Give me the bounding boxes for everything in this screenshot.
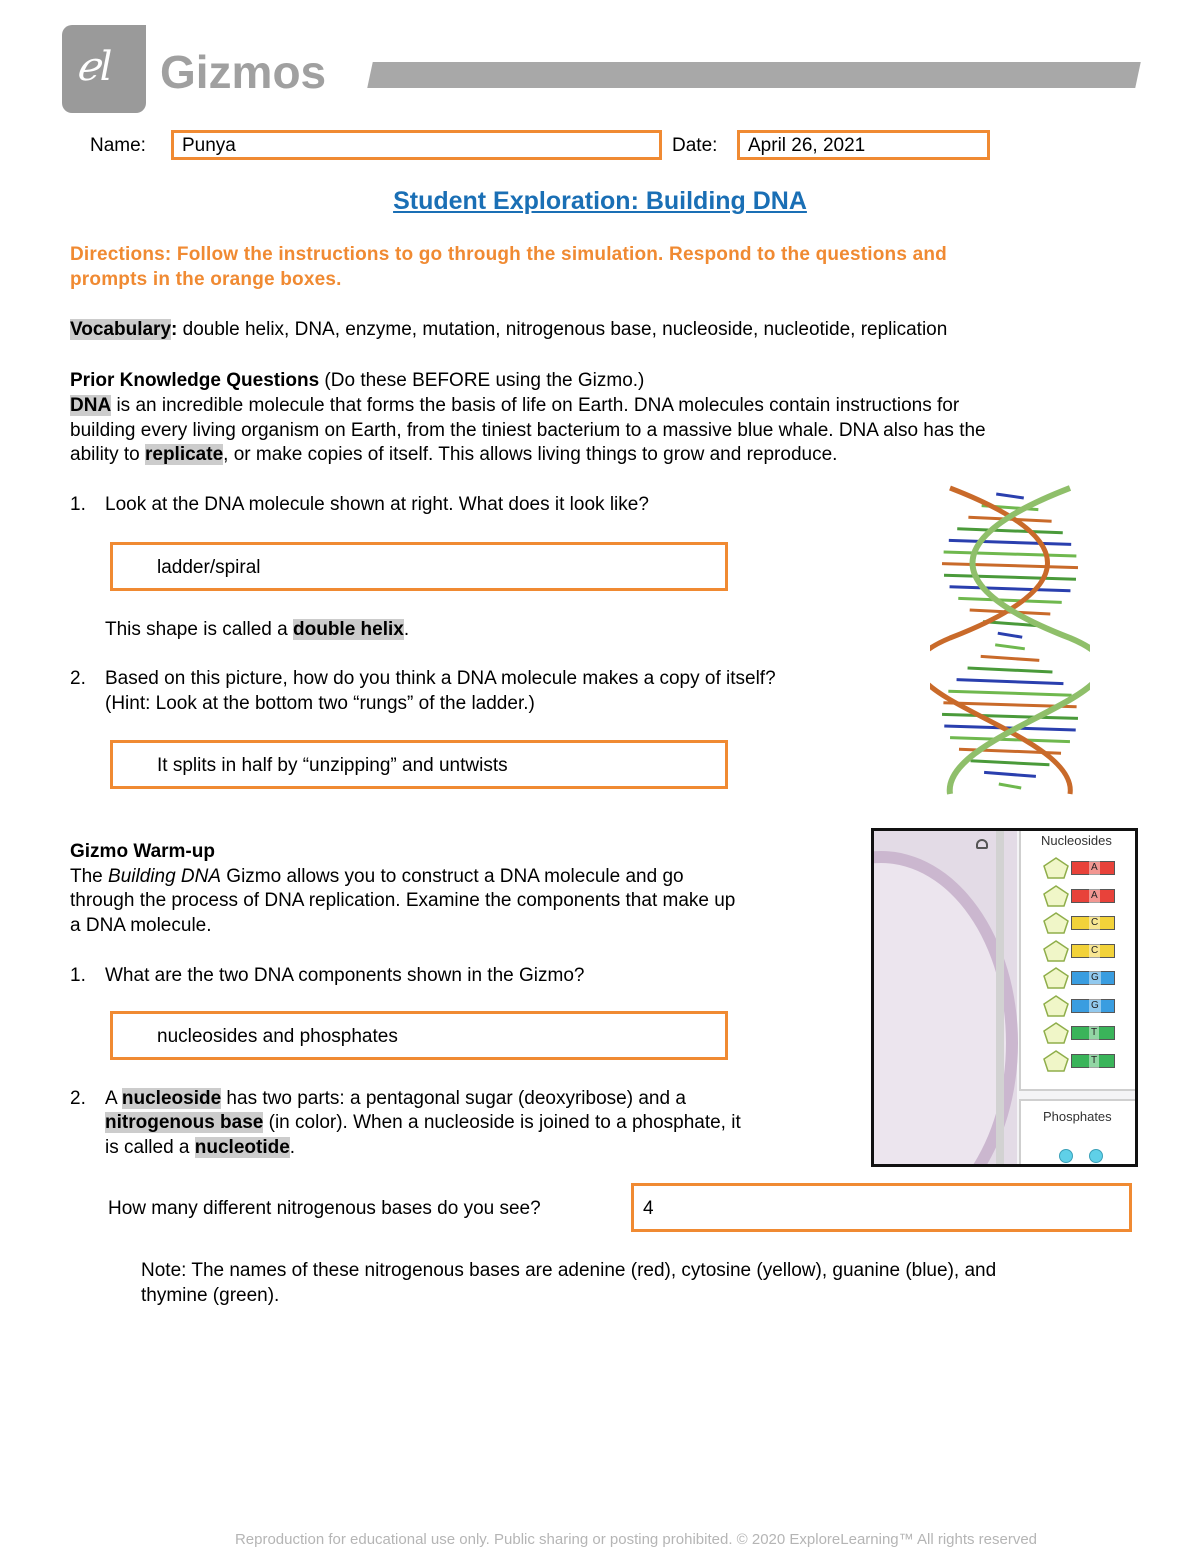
date-value: April 26, 2021 bbox=[748, 135, 866, 156]
double-helix-line bbox=[105, 617, 409, 642]
directions-line-1: Directions: Follow the instructions to go through the simulation. Respond to the questions and bbox=[70, 244, 947, 265]
warmup-q1-text: What are the two DNA components shown in the Gizmo? bbox=[105, 965, 585, 986]
base-letter: A bbox=[1089, 860, 1100, 876]
warmup-q1-number: 1. bbox=[70, 965, 86, 986]
nucleosides-label: Nucleosides bbox=[1041, 833, 1112, 848]
warmup-heading: Gizmo Warm-up bbox=[70, 841, 215, 862]
gizmo-screenshot bbox=[871, 828, 1138, 1167]
double-helix-post: . bbox=[403, 619, 410, 640]
helix-rung bbox=[948, 691, 1071, 695]
helix-rung bbox=[949, 540, 1071, 544]
helix-rung bbox=[999, 784, 1021, 788]
warmup-q2-l1-rest: has two parts: a pentagonal sugar (deoxyribose) and a bbox=[221, 1088, 686, 1109]
prior-knowledge-heading bbox=[70, 368, 644, 393]
phosphate-item[interactable] bbox=[1089, 1149, 1103, 1163]
sugar-pentagon-icon bbox=[1043, 940, 1069, 962]
date-field[interactable] bbox=[737, 130, 990, 160]
prior-q1-text: Look at the DNA molecule shown at right. What does it look like? bbox=[105, 494, 649, 515]
helix-rung bbox=[957, 680, 1064, 684]
base-letter: T bbox=[1089, 1025, 1099, 1041]
term-replicate: replicate bbox=[144, 444, 224, 465]
name-value: Punya bbox=[182, 135, 236, 156]
nucleoside-item[interactable] bbox=[1043, 857, 1123, 879]
helix-rung bbox=[981, 656, 1040, 660]
base-letter: C bbox=[1089, 915, 1100, 931]
directions-line-2: prompts in the orange boxes. bbox=[70, 269, 342, 290]
prior-para-text-3b: , or make copies of itself. This allows living things to grow and reproduce. bbox=[223, 444, 838, 465]
term-nitrogenous-base: nitrogenous base bbox=[105, 1112, 264, 1133]
vocabulary-line bbox=[70, 317, 947, 342]
sugar-pentagon-icon bbox=[1043, 912, 1069, 934]
double-helix-pre: This shape is called a bbox=[105, 619, 293, 640]
bases-count-question: How many different nitrogenous bases do you see? bbox=[108, 1198, 541, 1219]
helix-rung bbox=[958, 598, 1061, 602]
sugar-pentagon-icon bbox=[1043, 1050, 1069, 1072]
cell-view bbox=[874, 831, 1017, 1164]
dna-double-helix-image bbox=[930, 478, 1090, 804]
prior-para-text-1: is an incredible molecule that forms the basis of life on Earth. DNA molecules contain instructions for bbox=[111, 395, 960, 416]
sugar-pentagon-icon bbox=[1043, 885, 1069, 907]
prior-q1-number: 1. bbox=[70, 494, 86, 515]
helix-rung bbox=[944, 575, 1076, 579]
prior-q2-line-2: (Hint: Look at the bottom two “rungs” of the ladder.) bbox=[105, 693, 535, 714]
nucleosides-panel bbox=[1019, 831, 1137, 1091]
vocabulary-terms: double helix, DNA, enzyme, mutation, nitrogenous base, nucleoside, nucleotide, replication bbox=[177, 319, 948, 340]
note-line-1: Note: The names of these nitrogenous bases are adenine (red), cytosine (yellow), guanine (blue), and bbox=[141, 1260, 997, 1281]
warmup-line-1-rest: Gizmo allows you to construct a DNA molecule and go bbox=[221, 866, 684, 887]
warmup-line-3: a DNA molecule. bbox=[70, 915, 212, 936]
base-letter: C bbox=[1089, 943, 1100, 959]
cell-divider bbox=[996, 831, 1004, 1164]
sugar-pentagon-icon bbox=[1043, 995, 1069, 1017]
prior-q2-number: 2. bbox=[70, 668, 86, 689]
warmup-q2-line-3 bbox=[105, 1135, 295, 1160]
prior-para-text-3a: ability to bbox=[70, 444, 145, 465]
prior-q2-line-1: Based on this picture, how do you think a DNA molecule makes a copy of itself? bbox=[105, 668, 776, 689]
warmup-q2-l3-pre: is called a bbox=[105, 1137, 195, 1158]
helix-strand-1 bbox=[930, 488, 1070, 794]
lock-icon bbox=[976, 839, 988, 849]
helix-rung bbox=[984, 772, 1036, 776]
helix-rung bbox=[950, 738, 1070, 742]
helix-rungs bbox=[942, 494, 1078, 788]
prior-answer-2: It splits in half by “unzipping” and untwists bbox=[157, 755, 508, 776]
helix-rung bbox=[944, 552, 1077, 556]
phosphates-label: Phosphates bbox=[1043, 1109, 1112, 1124]
helix-strand-2 bbox=[950, 488, 1090, 794]
bases-count-answer: 4 bbox=[643, 1198, 654, 1219]
nucleoside-item[interactable] bbox=[1043, 967, 1123, 989]
warmup-q2-line-1 bbox=[105, 1086, 686, 1111]
helix-rung bbox=[968, 668, 1053, 672]
helix-rung bbox=[957, 529, 1063, 533]
nucleoside-item[interactable] bbox=[1043, 995, 1123, 1017]
vocabulary-label: Vocabulary bbox=[70, 319, 172, 340]
nucleoside-item[interactable] bbox=[1043, 1050, 1123, 1072]
prior-para-line-3 bbox=[70, 442, 837, 467]
prior-answer-2-box[interactable] bbox=[110, 740, 728, 789]
date-label: Date: bbox=[672, 135, 718, 156]
base-letter: G bbox=[1089, 998, 1101, 1014]
header-bar bbox=[367, 62, 1141, 88]
prior-answer-1-box[interactable] bbox=[110, 542, 728, 591]
sugar-pentagon-icon bbox=[1043, 967, 1069, 989]
sugar-pentagon-icon bbox=[1043, 857, 1069, 879]
warmup-q2-l3-post: . bbox=[289, 1137, 296, 1158]
warmup-q2-l2-rest: (in color). When a nucleoside is joined to a phosphate, it bbox=[263, 1112, 741, 1133]
warmup-q2-line-2 bbox=[105, 1110, 741, 1135]
helix-rung bbox=[971, 761, 1050, 765]
gizmos-logo bbox=[62, 25, 146, 113]
prior-para-line-2: building every living organism on Earth, from the tiniest bacterium to a massive blue whale. DNA also has the bbox=[70, 420, 986, 441]
nucleoside-item[interactable] bbox=[1043, 885, 1123, 907]
prior-answer-1: ladder/spiral bbox=[157, 557, 261, 578]
term-double-helix: double helix bbox=[293, 619, 404, 640]
gizmo-name: Building DNA bbox=[108, 866, 222, 887]
footer-copyright: Reproduction for educational use only. Public sharing or posting prohibited. © 2020 ExploreLearning™ All rights reserved bbox=[234, 1531, 1038, 1548]
logo-text: Gizmos bbox=[160, 46, 327, 98]
nucleoside-item[interactable] bbox=[1043, 1022, 1123, 1044]
logo-mark: ℯl bbox=[76, 44, 113, 90]
helix-rung bbox=[942, 714, 1078, 718]
page-title: Student Exploration: Building DNA bbox=[393, 187, 807, 215]
helix-rung bbox=[998, 633, 1022, 637]
warmup-q2-l1-pre: A bbox=[105, 1088, 122, 1109]
warmup-answer-1: nucleosides and phosphates bbox=[157, 1026, 398, 1047]
phosphates-panel bbox=[1019, 1099, 1137, 1167]
warmup-line-2: through the process of DNA replication. Examine the components that make up bbox=[70, 890, 736, 911]
prior-para-line-1 bbox=[70, 393, 959, 418]
prior-heading-bold: Prior Knowledge Questions bbox=[70, 370, 320, 391]
prior-heading-note: (Do these BEFORE using the Gizmo.) bbox=[319, 370, 645, 391]
base-letter: A bbox=[1089, 888, 1100, 904]
note-line-2: thymine (green). bbox=[141, 1285, 280, 1306]
name-field[interactable] bbox=[171, 130, 662, 160]
helix-rung bbox=[950, 587, 1071, 591]
term-nucleotide: nucleotide bbox=[194, 1137, 290, 1158]
base-letter: G bbox=[1089, 970, 1101, 986]
name-label: Name: bbox=[90, 135, 146, 156]
sugar-pentagon-icon bbox=[1043, 1022, 1069, 1044]
warmup-line-1 bbox=[70, 864, 684, 889]
warmup-q2-number: 2. bbox=[70, 1088, 86, 1109]
nucleoside-item[interactable] bbox=[1043, 940, 1123, 962]
nucleoside-item[interactable] bbox=[1043, 912, 1123, 934]
warmup-line-1-pre: The bbox=[70, 866, 109, 887]
phosphate-item[interactable] bbox=[1059, 1149, 1073, 1163]
helix-rung bbox=[995, 645, 1025, 649]
helix-rung bbox=[942, 564, 1078, 568]
helix-rung bbox=[996, 494, 1024, 498]
term-nucleoside: nucleoside bbox=[121, 1088, 222, 1109]
term-dna: DNA bbox=[70, 395, 112, 416]
bases-count-answer-box[interactable] bbox=[631, 1183, 1132, 1232]
vocabulary-colon: : bbox=[171, 319, 178, 340]
warmup-answer-1-box[interactable] bbox=[110, 1011, 728, 1060]
base-letter: T bbox=[1089, 1053, 1099, 1069]
